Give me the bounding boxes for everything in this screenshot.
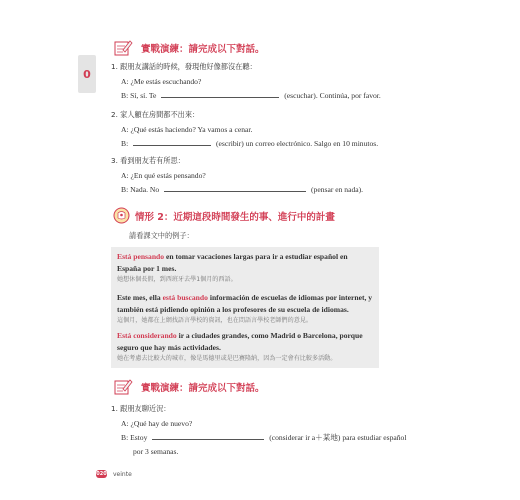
example-block-2 — [111, 288, 379, 330]
scene2-title: 情形 2：近期這段時間發生的事、進行中的計畫 — [135, 211, 335, 223]
line-b-start: B: — [121, 139, 129, 148]
example-rest: información de escuelas de idiomas por internet, y también está pidiendo opinión a los profesores de su escuela de idiomas. — [117, 293, 373, 314]
exercise1-line-a-3: A: ¿En qué estás pensando? — [121, 171, 206, 180]
exercise1-line-b-1 — [121, 89, 441, 103]
page-number-badge: 020 — [96, 471, 107, 477]
answer-blank[interactable] — [164, 183, 306, 192]
example-chinese-3: 她在考慮去比較大的城市，像是馬德里或是巴賽隆納，因為一定會有比較多活動。 — [117, 355, 337, 362]
example-spanish-2 — [117, 292, 373, 315]
scene2-heading — [113, 207, 335, 224]
line-b-end: (escuchar). Continúa, por favor. — [284, 91, 381, 100]
example-rest: ir a ciudades grandes, como Madrid o Barcelona, porque seguro que hay más actividades. — [117, 331, 363, 352]
example-highlight: está buscando — [162, 293, 208, 302]
exercise2-heading — [113, 377, 265, 397]
scene-badge-icon — [113, 207, 130, 224]
pencil-notepad-icon — [113, 38, 133, 58]
exercise1-item-3 — [111, 156, 441, 197]
exercise1-item-1 — [111, 62, 441, 103]
exercise1-line-b-3 — [121, 183, 441, 197]
answer-blank[interactable] — [133, 137, 211, 146]
page-footer — [96, 470, 132, 478]
exercise2-line-b-cont: por 3 semanas. — [133, 447, 179, 456]
line-b-end: (pensar en nada). — [311, 185, 364, 194]
exercise1-prompt-3: 3. 看到朋友若有所思： — [111, 156, 185, 165]
example-spanish-3 — [117, 330, 373, 353]
pencil-notepad-icon — [113, 377, 133, 397]
example-block-3 — [111, 326, 379, 368]
example-spanish-1 — [117, 251, 373, 274]
example-rest: en tomar vacaciones largas para ir a estudiar español en España por 1 mes. — [117, 252, 348, 273]
line-b-start: B: Nada. No — [121, 185, 160, 194]
scene2-instruction: 請看課文中的例子： — [129, 231, 194, 240]
chapter-side-tab: 0 — [78, 55, 96, 93]
exercise1-line-b-2 — [121, 137, 441, 151]
line-b-start: B: Sí, sí. Te — [121, 91, 157, 100]
exercise1-heading — [113, 38, 265, 58]
example-lead: Este mes, ella — [117, 293, 163, 302]
example-block-1 — [111, 247, 379, 289]
exercise2-line-b — [121, 431, 451, 445]
exercise2-prompt: 1. 跟朋友聊近況： — [111, 404, 171, 413]
answer-blank[interactable] — [161, 89, 279, 98]
exercise1-prompt-1: 1. 跟朋友講話的時候，發現他好像都沒在聽： — [111, 62, 257, 71]
exercise1-item-2 — [111, 110, 441, 151]
exercise1-line-a-2: A: ¿Qué estás haciendo? Ya vamos a cenar. — [121, 125, 253, 134]
page-number-word: veinte — [113, 470, 132, 478]
exercise2-title: 實戰演練：請完成以下對話。 — [141, 383, 265, 394]
example-highlight: Está pensando — [117, 252, 165, 261]
line-b-end: (escribir) un correo electrónico. Salgo en 10 minutos. — [216, 139, 379, 148]
example-chinese-1: 她想休個長假，到西班牙去學1個月的西語。 — [117, 276, 237, 283]
line-b-start: B: Estoy — [121, 433, 148, 442]
example-highlight: Está considerando — [117, 331, 177, 340]
exercise1-prompt-2: 2. 家人顧在房間都不出來： — [111, 110, 200, 119]
exercise1-line-a-1: A: ¿Me estás escuchando? — [121, 77, 202, 86]
exercise2-line-a: A: ¿Qué hay de nuevo? — [121, 419, 193, 428]
line-b-end: (considerar ir a＋某地) para estudiar español — [269, 433, 407, 442]
answer-blank[interactable] — [152, 431, 264, 440]
exercise2-item-1 — [111, 404, 451, 459]
exercise1-title: 實戰演練：請完成以下對話。 — [141, 44, 265, 55]
example-chinese-2: 這個月，她都在上網找語言學校的資訊，也在問語言學校老師們的意見。 — [117, 317, 312, 324]
